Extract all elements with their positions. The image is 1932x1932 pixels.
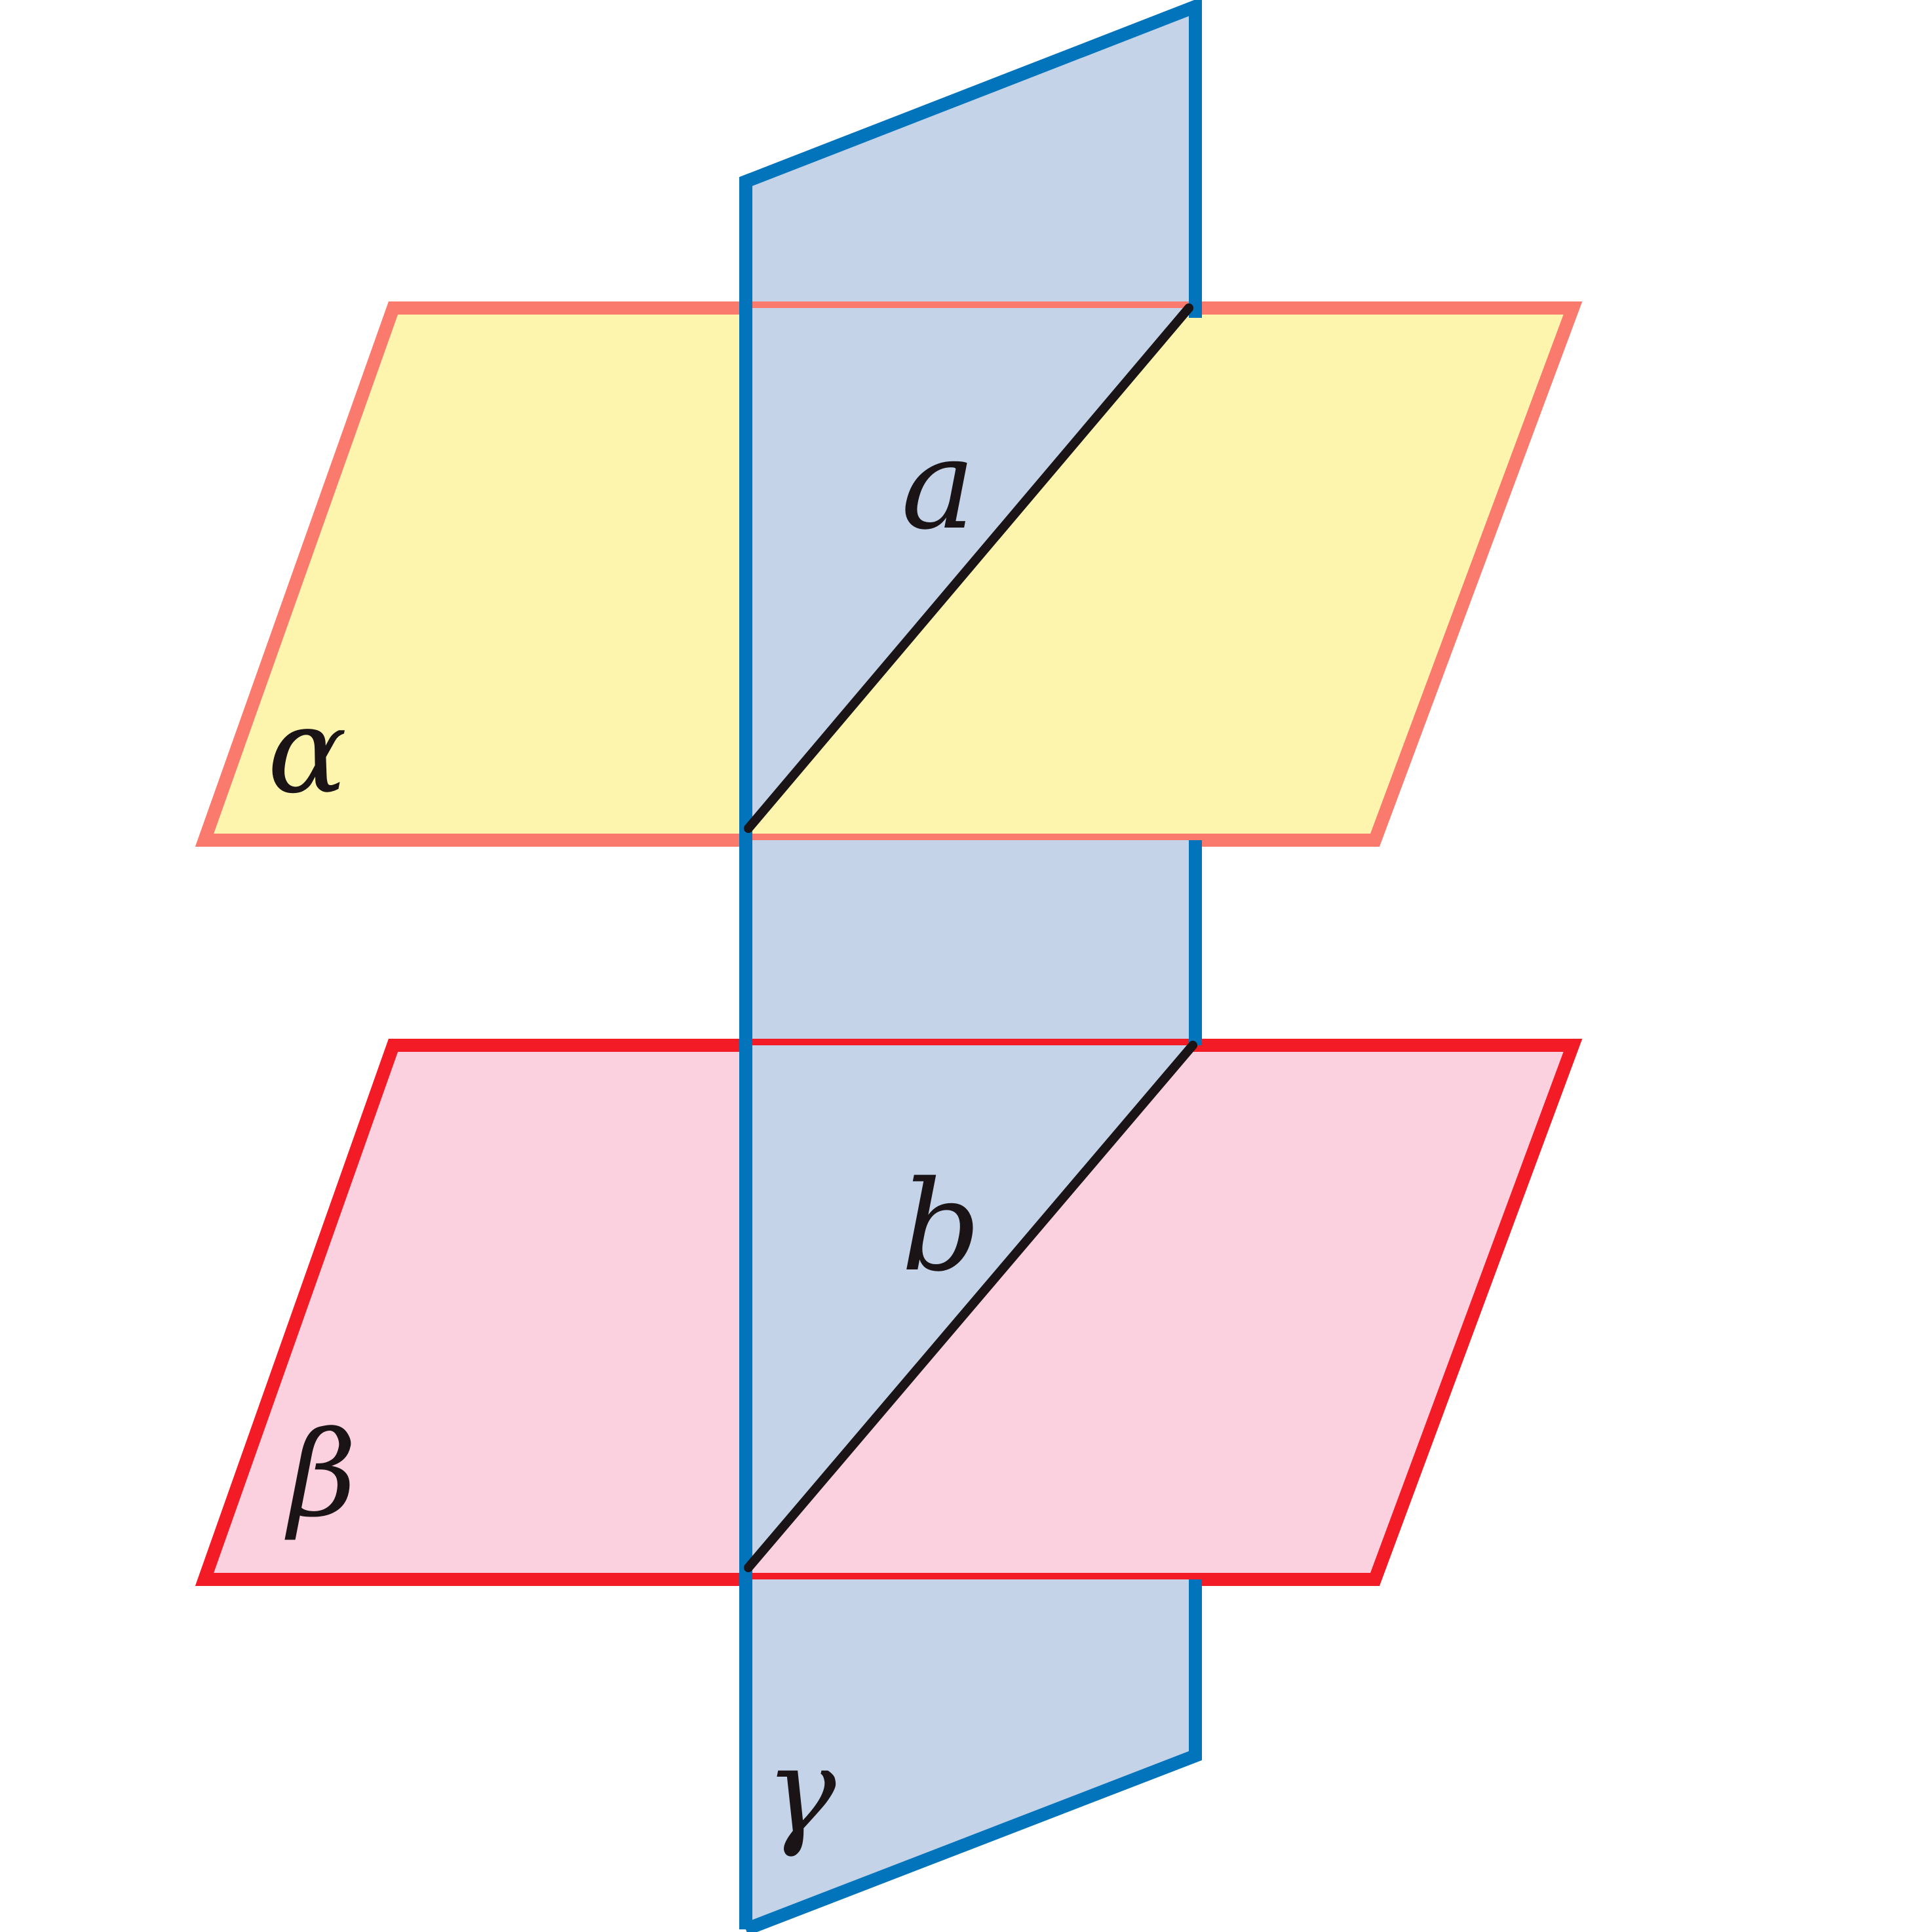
label-plane-gamma: γ <box>765 1723 836 1860</box>
label-line-b: b <box>901 1154 981 1299</box>
label-plane-alpha: α <box>267 683 347 820</box>
label-line-a: a <box>901 412 976 557</box>
plane-gamma-middle-part <box>746 840 1195 1045</box>
label-plane-beta: β <box>288 1406 357 1543</box>
